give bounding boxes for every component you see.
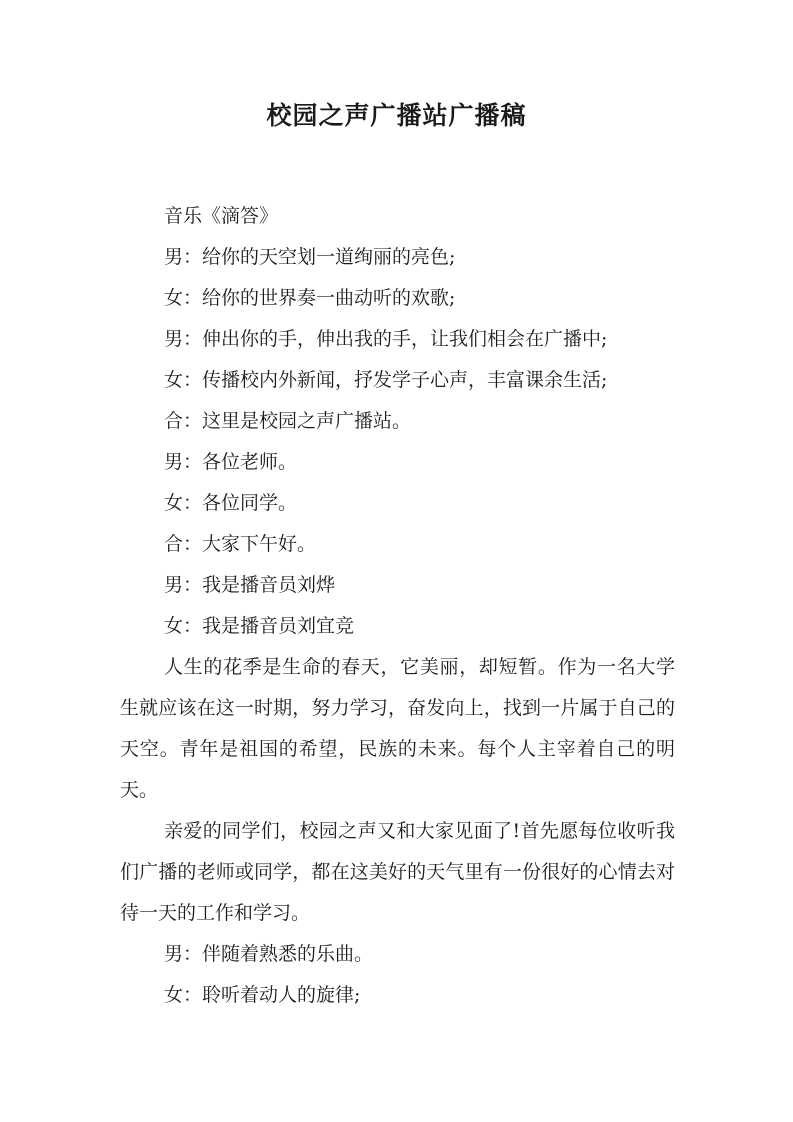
body-paragraph: 亲爱的同学们，校园之声又和大家见面了!首先愿每位收听我们广播的老师或同学，都在这美好的天气里有一份很好的心情去对待一天的工作和学习。 <box>120 820 675 924</box>
script-line: 合：大家下午好。 <box>164 533 317 555</box>
document-title: 校园之声广播站广播稿 <box>266 101 527 130</box>
script-line: 男：伴随着熟悉的乐曲。 <box>164 943 374 965</box>
script-line: 合：这里是校园之声广播站。 <box>164 410 412 432</box>
document-body <box>120 196 675 1016</box>
script-line: 音乐《滴答》 <box>164 205 279 227</box>
script-line: 女：我是播音员刘宜竞 <box>164 615 355 637</box>
script-line: 女：传播校内外新闻，抒发学子心声，丰富课余生活; <box>164 369 608 391</box>
script-line: 女：聆听着动人的旋律; <box>164 984 361 1006</box>
script-line: 男：各位老师。 <box>164 451 298 473</box>
script-line: 男：伸出你的手，伸出我的手，让我们相会在广播中; <box>164 328 608 350</box>
script-line: 男：给你的天空划一道绚丽的亮色; <box>164 246 456 268</box>
script-line: 女：给你的世界奏一曲动听的欢歌; <box>164 287 456 309</box>
body-paragraph: 人生的花季是生命的春天，它美丽，却短暂。作为一名大学生就应该在这一时期，努力学习，奋发向上，找到一片属于自己的天空。青年是祖国的希望，民族的未来。每个人主宰着自己的明天。 <box>120 656 675 801</box>
script-line: 男：我是播音员刘烨 <box>164 574 336 596</box>
script-line: 女：各位同学。 <box>164 492 298 514</box>
